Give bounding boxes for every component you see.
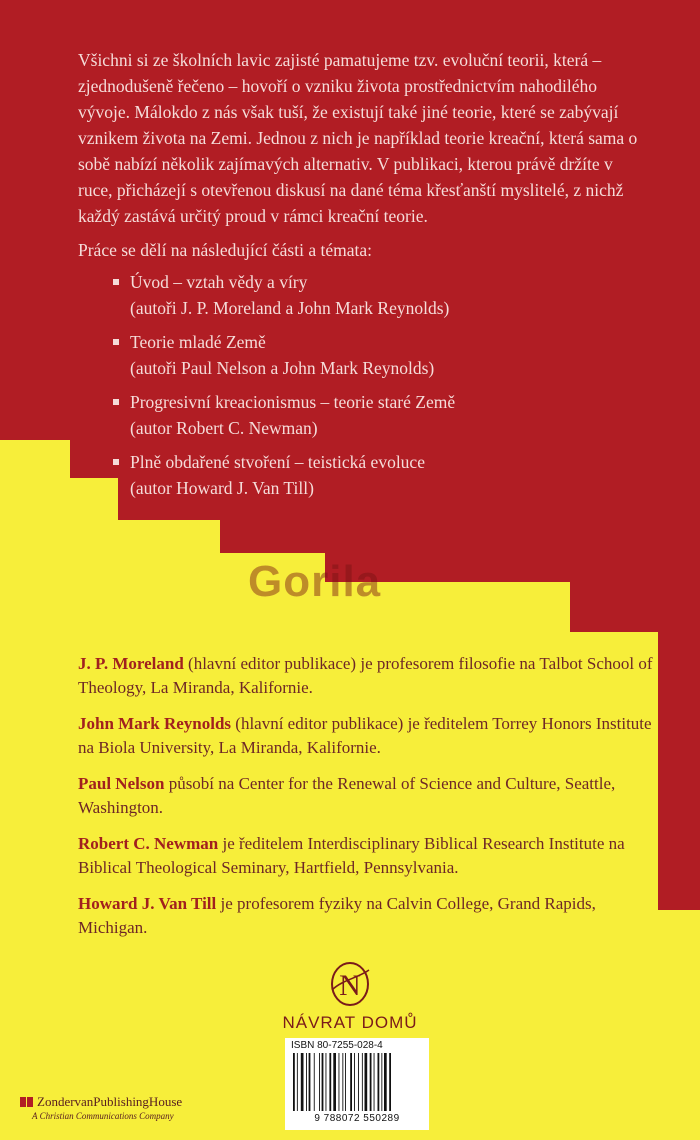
ean-number: 9 788072 550289 (314, 1113, 400, 1124)
barcode-bar (384, 1053, 387, 1111)
barcode-bar (333, 1053, 336, 1111)
barcode-bar (309, 1053, 311, 1111)
author-bios (78, 652, 658, 952)
author-name: J. P. Moreland (78, 654, 184, 673)
barcode-bar (306, 1053, 307, 1111)
barcode-bar (350, 1053, 352, 1111)
topic-title: Plně obdařené stvoření – teistická evoluce (130, 452, 425, 472)
barcode-bar (329, 1053, 331, 1111)
publisher-logo-letter: N (339, 969, 361, 1002)
author-name: Paul Nelson (78, 774, 165, 793)
barcode-bar (370, 1053, 372, 1111)
watermark: Gorila (248, 557, 382, 606)
zondervan-logo-icon (20, 1097, 34, 1107)
intro-paragraph: Všichni si ze školních lavic zajisté pamatujeme tzv. evoluční teorii, která – zjednodušeně řečeno – hovoří o vzniku života prostřednictvím nahodilého vývoje. Málokdo z nás však tuší, že existují také jiné teorie, které se zabývají vznikem života na Zemi. Jednou z nich je například teorie kreační, která sama o sobě nabízí několik zajímavých alternativ. V publikaci, kterou právě držíte v ruce, přicházejí s otevřenou diskusí na dané téma křesťanští myslitelé, z nichž každý zastává určitý proud v rámci kreační teorie. (78, 50, 638, 226)
topic-item (130, 389, 638, 441)
author-description: působí na Center for the Renewal of Science and Culture, Seattle, Washington. (78, 774, 616, 817)
author-description: je ředitelem Interdisciplinary Biblical Research Institute na Biblical Theological Seminary, Hartfield, Pennsylvania. (78, 834, 625, 877)
barcode-bar (339, 1053, 340, 1111)
barcode (293, 1053, 421, 1111)
author-bio (78, 892, 658, 940)
barcode-bar (319, 1053, 320, 1111)
topic-item (130, 449, 638, 501)
barcode-bar (301, 1053, 304, 1111)
zondervan-tagline: A Christian Communications Company (32, 1111, 174, 1121)
author-bio (78, 772, 658, 820)
topic-title: Úvod – vztah vědy a víry (130, 272, 308, 292)
barcode-bar (322, 1053, 324, 1111)
topics-list (78, 269, 638, 501)
author-name: Robert C. Newman (78, 834, 219, 853)
author-description: (hlavní editor publikace) je profesorem filosofie na Talbot School of Theology, La Miranda, Kalifornie. (78, 654, 653, 697)
barcode-bar (389, 1053, 391, 1111)
topics-heading: Práce se dělí na následující části a témata: (78, 240, 372, 260)
intro-section (78, 47, 638, 509)
barcode-bar (381, 1053, 382, 1111)
zondervan-branding (20, 1093, 182, 1121)
author-description: je profesorem fyziky na Calvin College, Grand Rapids, Michigan. (78, 894, 596, 937)
isbn-number: ISBN 80-7255-028-4 (291, 1040, 383, 1051)
barcode-bar (314, 1053, 315, 1111)
zondervan-name: ZondervanPublishingHouse (37, 1094, 183, 1109)
barcode-bar (342, 1053, 343, 1111)
barcode-bar (326, 1053, 327, 1111)
topic-item (130, 269, 638, 321)
barcode-bar (374, 1053, 375, 1111)
barcode-bar (362, 1053, 363, 1111)
author-name: John Mark Reynolds (78, 714, 232, 733)
barcode-bar (354, 1053, 355, 1111)
topic-authors: (autor Robert C. Newman) (130, 418, 318, 438)
barcode-area (285, 1038, 429, 1130)
topic-item (130, 329, 638, 381)
publisher-logo (328, 960, 372, 1008)
author-bio (78, 712, 658, 760)
barcode-bar (293, 1053, 295, 1111)
topic-authors: (autor Howard J. Van Till) (130, 478, 314, 498)
author-bio (78, 652, 658, 700)
topic-title: Progresivní kreacionismus – teorie staré Země (130, 392, 456, 412)
barcode-bar (345, 1053, 346, 1111)
topic-authors: (autoři Paul Nelson a John Mark Reynolds) (130, 358, 435, 378)
barcode-bar (358, 1053, 359, 1111)
barcode-bar (297, 1053, 298, 1111)
author-description: (hlavní editor publikace) je ředitelem Torrey Honors Institute na Biola University, La Miranda, Kalifornie. (78, 714, 652, 757)
author-bio (78, 832, 658, 880)
barcode-bar (365, 1053, 368, 1111)
topic-title: Teorie mladé Země (130, 332, 266, 352)
publisher-name: NÁVRAT DOMŮ (282, 1013, 418, 1032)
barcode-bar (378, 1053, 380, 1111)
topic-authors: (autoři J. P. Moreland a John Mark Reynolds) (130, 298, 450, 318)
author-name: Howard J. Van Till (78, 894, 217, 913)
